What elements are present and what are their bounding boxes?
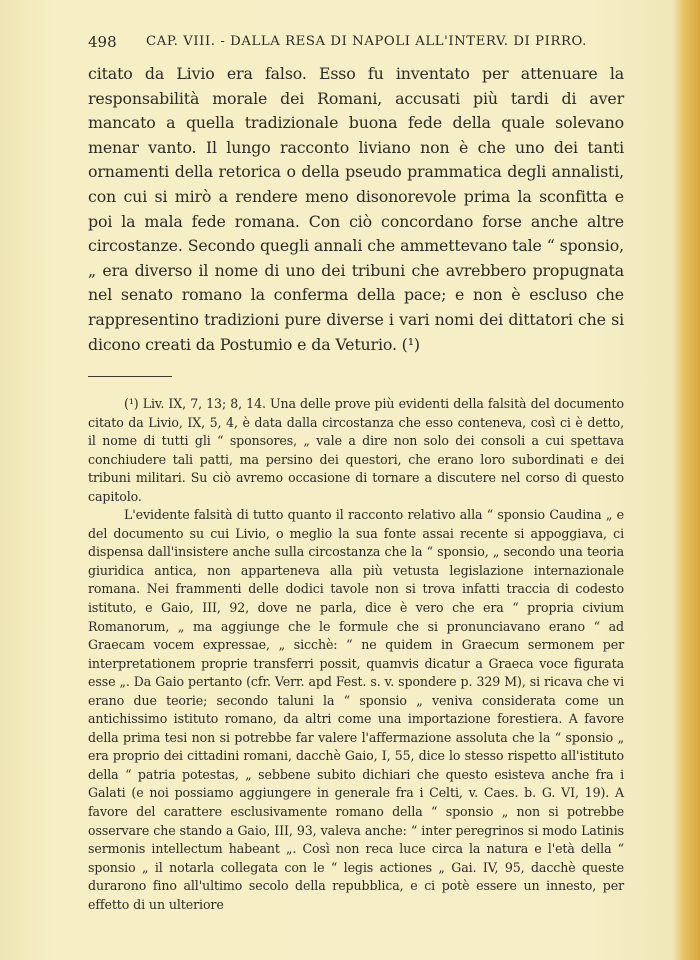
footnote-1: (¹) Liv. IX, 7, 13; 8, 14. Una delle prove più evidenti della falsità del documento citato da Livio, IX, 5, 4, è data dalla circostanza che esso conteneva, così ci è detto, il nome di tutti gli “ sponsores, „ vale a dire non solo dei consoli a cui spettava conchiudere tali patti, ma persino dei questori, che erano loro subordinati e dei tribuni militari. Su ciò avremo occasione di tornare a discutere nel corso di questo capitolo. xyxy=(88,396,624,504)
running-header xyxy=(88,33,648,53)
running-title: CAP. VIII. - DALLA RESA DI NAPOLI ALL'INTERV. DI PIRRO. xyxy=(146,34,587,49)
main-text xyxy=(88,62,624,357)
body-paragraph: citato da Livio era falso. Esso fu inventato per attenuare la responsabilità morale dei Romani, accusati più tardi di aver mancato a quella tradizionale buona fede della quale solevano menar vanto. Il lungo racconto liviano non è che uno dei tanti ornamenti della retorica o della pseudo prammatica degli annalisti, con cui si mirò a rendere meno disonorevole prima la sconfitta e poi la mala fede romana. Con ciò concordano forse anche altre circostanze. Secondo quegli annali che ammettevano tale “ sponsio, „ era diverso il nome di uno dei tribuni che avrebbero propugnata nel senato romano la conferma della pace; e non è escluso che rappresentino tradizioni pure diverse i vari nomi dei dittatori che si dicono creati da Postumio e da Veturio. (¹) xyxy=(88,64,624,354)
page-number: 498 xyxy=(88,33,117,51)
footnote-separator xyxy=(88,376,172,377)
page-gutter-shadow xyxy=(674,0,700,960)
footnotes xyxy=(88,395,624,914)
footnote-continuation: L'evidente falsità di tutto quanto il racconto relativo alla “ sponsio Caudina „ e del documento su cui Livio, o meglio la sua fonte assai recente si appoggiava, ci dispensa dall'insistere anche sulla circostanza che la “ sponsio, „ secondo una teoria giuridica antica, non apparteneva alla più vetusta legislazione internazionale romana. Nei frammenti delle dodici tavole non si trova infatti traccia di codesto istituto, e Gaio, III, 92, dove ne parla, dice è vero che era “ propria civium Romanorum, „ ma aggiunge che le formule che si pronunciavano erano “ ad Graecam vocem expressae, „ sicchè: “ ne quidem in Graecum sermonem per interpretationem proprie transferri possit, quamvis dicatur a Graeca voce figurata esse „. Da Gaio pertanto (cfr. Verr. apd Fest. s. v. spondere p. 329 M), si ricava che vi erano due teorie; secondo taluni la “ sponsio „ veniva considerata come un antichissimo istituto romano, da altri come una importazione forestiera. A favore della prima tesi non si potrebbe far valere l'affermazione assoluta che la “ sponsio „ era proprio dei cittadini romani, dacchè Gaio, I, 55, dice lo stesso rispetto all'istituto della “ patria potestas, „ sebbene subito dichiari che questo esisteva anche fra i Galati (e noi possiamo aggiungere in generale fra i Celti, v. Caes. b. G. VI, 19). A favore del carattere esclusivamente romano della “ sponsio „ non si potrebbe osservare che stando a Gaio, III, 93, valeva anche: “ inter peregrinos si modo Latinis sermonis intellectum habeant „. Così non reca luce circa la natura e l'età della “ sponsio „ il notarla collegata con le “ legis actiones „ Gai. IV, 95, dacchè queste durarono fino all'ultimo secolo della repubblica, e ci potè essere un innesto, per effetto di un ulteriore xyxy=(88,507,624,912)
